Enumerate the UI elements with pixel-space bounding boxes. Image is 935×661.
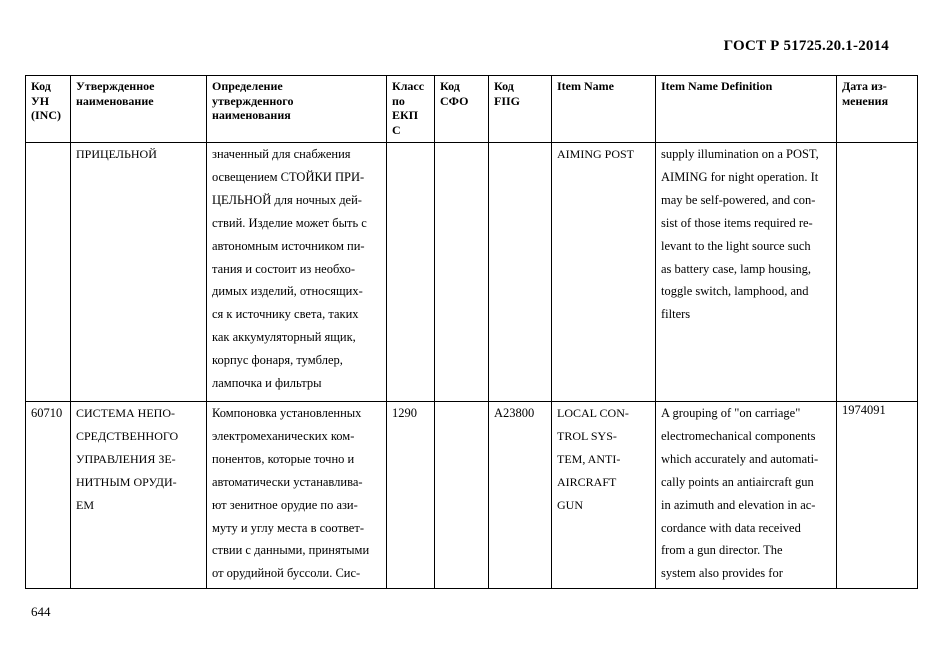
table-header-row	[26, 76, 918, 143]
cell-item-definition: supply illumination on a POST, AIMING for night operation. It may be self-powered, and con- sist of those items required re- levant to the light source such as battery case, lamp housing, toggle switch, lamphood, and filters	[656, 143, 837, 402]
column-header-fiig: Код FIIG	[489, 76, 552, 143]
document-code: ГОСТ Р 51725.20.1-2014	[723, 38, 889, 54]
cell-date: 1974091	[837, 402, 918, 589]
cell-sfo	[435, 143, 489, 402]
page-number: 644	[31, 604, 51, 619]
cell-inc: 60710	[26, 402, 71, 589]
cell-sfo	[435, 402, 489, 589]
cell-fiig: A23800	[489, 402, 552, 589]
column-header-item-name: Item Name	[552, 76, 656, 143]
cell-inc	[26, 143, 71, 402]
column-header-sfo: Код СФО	[435, 76, 489, 143]
cell-fiig	[489, 143, 552, 402]
column-header-item-definition: Item Name Definition	[656, 76, 837, 143]
cell-item-name: LOCAL CON- TROL SYS- TEM, ANTI- AIRCRAFT GUN	[552, 402, 656, 589]
cell-definition: Компоновка установленных электромеханических ком- понентов, которые точно и автоматически устанавлива- ют зенитное орудие по ази- муту и углу места в соответ- ствии с данными, принятыми от орудийной буссоли. Сис-	[207, 402, 387, 589]
column-header-date: Дата из- менения	[837, 76, 918, 143]
table-row	[26, 143, 918, 402]
cell-approved-name: ПРИЦЕЛЬНОЙ	[71, 143, 207, 402]
cell-date	[837, 143, 918, 402]
column-header-definition: Определение утвержденного наименования	[207, 76, 387, 143]
table-row	[26, 402, 918, 589]
cell-class: 1290	[387, 402, 435, 589]
cell-item-definition: A grouping of "on carriage" electromechanical components which accurately and automati- cally points an antiaircraft gun in azimuth and elevation in ac- cordance with data received from a gun director. The system also provides for	[656, 402, 837, 589]
cell-item-name: AIMING POST	[552, 143, 656, 402]
cell-approved-name: СИСТЕМА НЕПО- СРЕДСТВЕННОГО УПРАВЛЕНИЯ ЗЕ- НИТНЫМ ОРУДИ- ЕМ	[71, 402, 207, 589]
catalog-table	[25, 75, 918, 589]
cell-class	[387, 143, 435, 402]
column-header-inc: Код УН (INC)	[26, 76, 71, 143]
column-header-approved-name: Утвержденное наименование	[71, 76, 207, 143]
column-header-class: Класс по ЕКП С	[387, 76, 435, 143]
cell-definition: значенный для снабжения освещением СТОЙКИ ПРИ- ЦЕЛЬНОЙ для ночных дей- ствий. Изделие может быть с автономным источником пи- тания и состоит из необхо- димых изделий, относящих- ся к источнику света, таких как аккумуляторный ящик, корпус фонаря, тумблер, лампочка и фильтры	[207, 143, 387, 402]
